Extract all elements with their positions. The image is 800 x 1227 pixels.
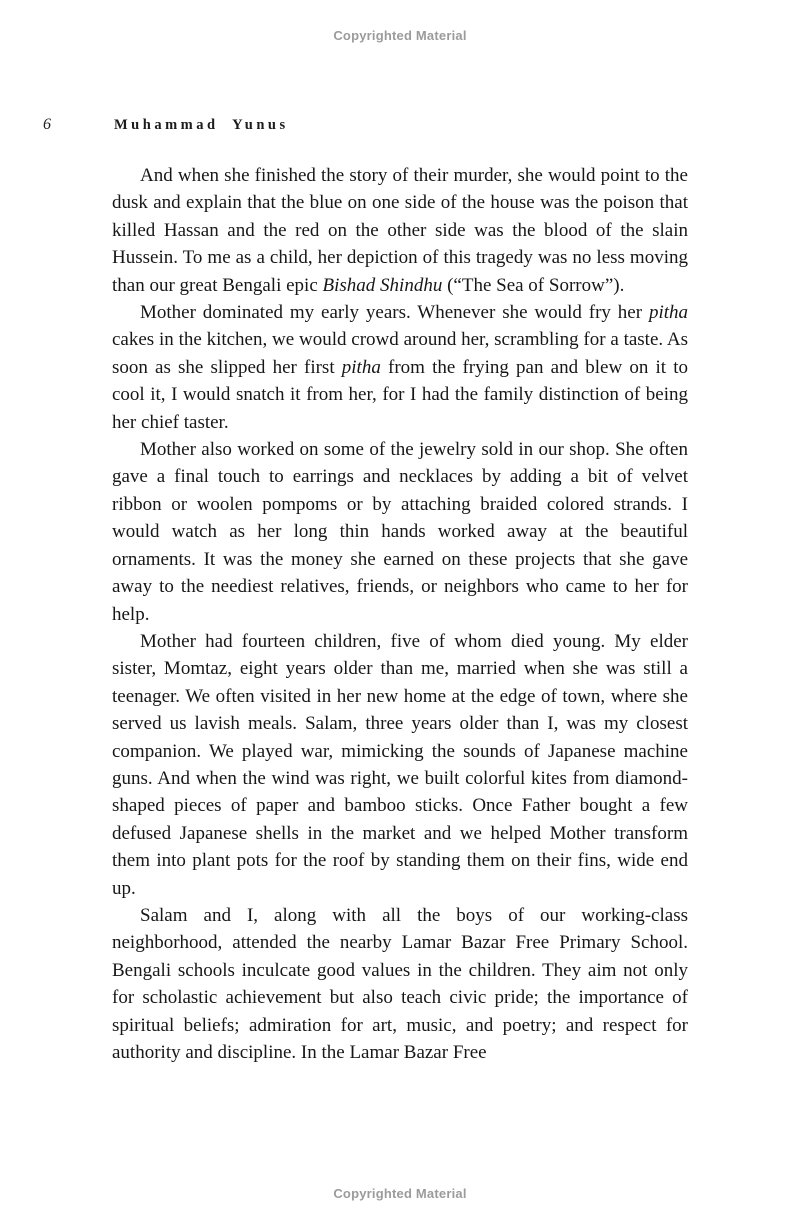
paragraph (112, 436, 688, 628)
paragraph (112, 628, 688, 902)
page-header (0, 116, 800, 138)
text-run: cakes in the kitchen, we would crowd around her, scrambling for a taste. As soon as she slipped her first (112, 329, 688, 378)
text-run-italic: Bishad Shindhu (322, 274, 443, 296)
text-run-italic: pitha (648, 302, 688, 324)
text-run: (“The Sea of Sorrow”). (442, 274, 625, 296)
copyright-notice-top: Copyrighted Material (333, 28, 467, 43)
text-run: And when she finished the story of their murder, she would point to the dusk and explain that the blue on one side of the house was the poison that killed Hassan and the red on the other side was the blood of the slain Hussein. To me as a child, her depiction of this tragedy was no less moving than our great Bengali epic (112, 165, 688, 296)
paragraph (112, 299, 688, 436)
text-run: Mother had fourteen children, five of whom died young. My elder sister, Momtaz, eight years older than me, married when she was still a teenager. We often visited in her new home at the edge of town, where she served us lavish meals. Salam, three years older than I, was my closest companion. We played war, mimicking the sounds of Japanese machine guns. And when the wind was right, we built colorful kites from diamond-shaped pieces of paper and bamboo sticks. Once Father bought a few defused Japanese shells in the market and we helped Mother transform them into plant pots for the roof by standing them on their fins, wide end up. (112, 630, 688, 899)
running-header-author: Muhammad Yunus (114, 117, 289, 133)
paragraph (112, 902, 688, 1066)
page-number: 6 (43, 116, 51, 133)
paragraph (112, 162, 688, 299)
text-run: Salam and I, along with all the boys of our working-class neighborhood, attended the nearby Lamar Bazar Free Primary School. Bengali schools inculcate good values in the children. They aim not only for scholastic achievement but also teach civic pride; the importance of spiritual beliefs; admiration for art, music, and poetry; and respect for authority and discipline. In the Lamar Bazar Free (112, 904, 688, 1063)
text-run: from the frying pan and blew on it to cool it, I would snatch it from her, for I had the family distinction of being her chief taster. (112, 356, 688, 433)
text-run: Mother dominated my early years. Whenever she would fry her (140, 302, 649, 324)
copyright-notice-bottom: Copyrighted Material (333, 1186, 467, 1201)
text-run: Mother also worked on some of the jewelry sold in our shop. She often gave a final touch to earrings and necklaces by adding a bit of velvet ribbon or woolen pompoms or by attaching braided colored strands. I would watch as her long thin hands worked away at the beautiful ornaments. It was the money she earned on these projects that she gave away to the neediest relatives, friends, or neighbors who came to her for help. (112, 439, 688, 625)
text-run-italic: pitha (341, 356, 381, 378)
body-text (112, 162, 688, 1066)
